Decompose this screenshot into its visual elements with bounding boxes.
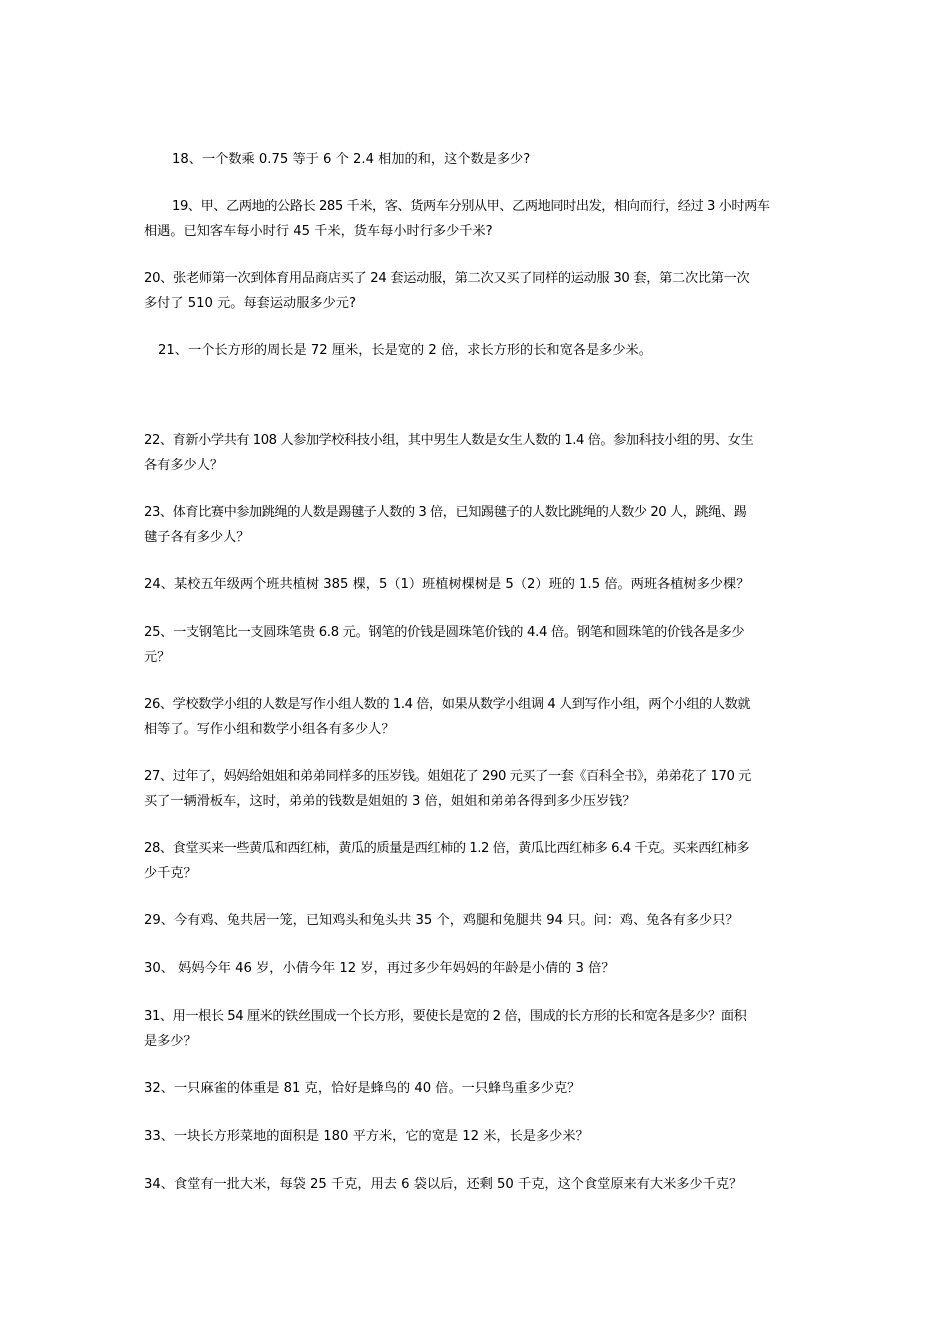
- question-line: 买了一辆滑板车，这时，弟弟的钱数是姐姐的 3 倍，姐姐和弟弟各得到多少压岁钱？: [144, 794, 636, 809]
- question-24: [144, 572, 810, 597]
- question-29: [144, 908, 810, 933]
- question-line: 少千克？: [144, 866, 197, 881]
- question-line: 相遇。已知客车每小时行 45 千米，货车每小时行多少千米?: [144, 224, 493, 239]
- question-line: 20、张老师第一次到体育用品商店买了 24 套运动服，第二次又买了同样的运动服 30 套，第二次比第一次: [144, 271, 750, 286]
- question-line: 33、一块长方形菜地的面积是 180 平方米，它的宽是 12 米，长是多少米？: [144, 1129, 589, 1144]
- question-line: 34、食堂有一批大米，每袋 25 千克，用去 6 袋以后，还剩 50 千克，这个食堂原来有大米多少千克？: [144, 1177, 743, 1192]
- question-line: 元？: [144, 650, 171, 665]
- question-25: [144, 620, 810, 670]
- question-line: 21、一个长方形的周长是 72 厘米，长是宽的 2 倍，求长方形的长和宽各是多少米。: [158, 343, 652, 358]
- question-20: [144, 266, 810, 316]
- question-line: 28、食堂买来一些黄瓜和西红柿，黄瓜的质量是西红柿的 1.2 倍，黄瓜比西红柿多 6.4 千克。买来西红柿多: [144, 841, 750, 856]
- question-18: [172, 147, 838, 172]
- question-23: [144, 500, 810, 550]
- question-30: [144, 956, 810, 981]
- question-line: 22、育新小学共有 108 人参加学校科技小组，其中男生人数是女生人数的 1.4 倍。参加科技小组的男、女生: [144, 433, 754, 448]
- question-line: 25、一支钢笔比一支圆珠笔贵 6.8 元。钢笔的价钱是圆珠笔价钱的 4.4 倍。钢笔和圆珠笔的价钱各是多少: [144, 625, 745, 640]
- question-line: 相等了。写作小组和数学小组各有多少人？: [144, 722, 395, 737]
- question-33: [144, 1124, 810, 1149]
- question-line: 29、今有鸡、兔共居一笼，已知鸡头和兔头共 35 个，鸡腿和兔腿共 94 只。问：鸡、兔各有多少只？: [144, 913, 739, 928]
- question-line: 毽子各有多少人？: [144, 530, 250, 545]
- question-26: [144, 692, 810, 742]
- question-line: 18、一个数乘 0.75 等于 6 个 2.4 相加的和，这个数是多少?: [172, 152, 531, 167]
- question-line: 24、某校五年级两个班共植树 385 棵，5（1）班植树棵树是 5（2）班的 1.5 倍。两班各植树多少棵？: [144, 577, 750, 592]
- question-28: [144, 836, 810, 886]
- question-line: 多付了 510 元。每套运动服多少元?: [144, 296, 356, 311]
- question-line: 31、用一根长 54 厘米的铁丝围成一个长方形，要使长是宽的 2 倍，围成的长方形的长和宽各是多少？面积: [144, 1009, 747, 1024]
- question-34: [144, 1172, 810, 1197]
- question-line: 30、 妈妈今年 46 岁，小倩今年 12 岁，再过多少年妈妈的年龄是小倩的 3 倍？: [144, 961, 615, 976]
- question-line: 26、学校数学小组的人数是写作小组人数的 1.4 倍，如果从数学小组调 4 人到写作小组，两个小组的人数就: [144, 697, 751, 712]
- question-21: [158, 338, 824, 363]
- question-line: 23、体育比赛中参加跳绳的人数是踢毽子人数的 3 倍，已知踢毽子的人数比跳绳的人数少 20 人，跳绳、踢: [144, 505, 747, 520]
- question-line: 32、一只麻雀的体重是 81 克，恰好是蜂鸟的 40 倍。一只蜂鸟重多少克？: [144, 1081, 581, 1096]
- question-31: [144, 1004, 810, 1054]
- question-line: 各有多少人？: [144, 458, 224, 473]
- question-27: [144, 764, 810, 814]
- question-line: 27、过年了，妈妈给姐姐和弟弟同样多的压岁钱。姐姐花了 290 元买了一套《百科全书》，弟弟花了 170 元: [144, 769, 751, 784]
- question-19: [144, 194, 810, 244]
- question-line: 是多少？: [144, 1034, 197, 1049]
- question-line: 19、甲、乙两地的公路长 285 千米，客、货两车分别从甲、乙两地同时出发，相向而行，经过 3 小时两车: [172, 199, 770, 214]
- question-32: [144, 1076, 810, 1101]
- question-22: [144, 428, 810, 478]
